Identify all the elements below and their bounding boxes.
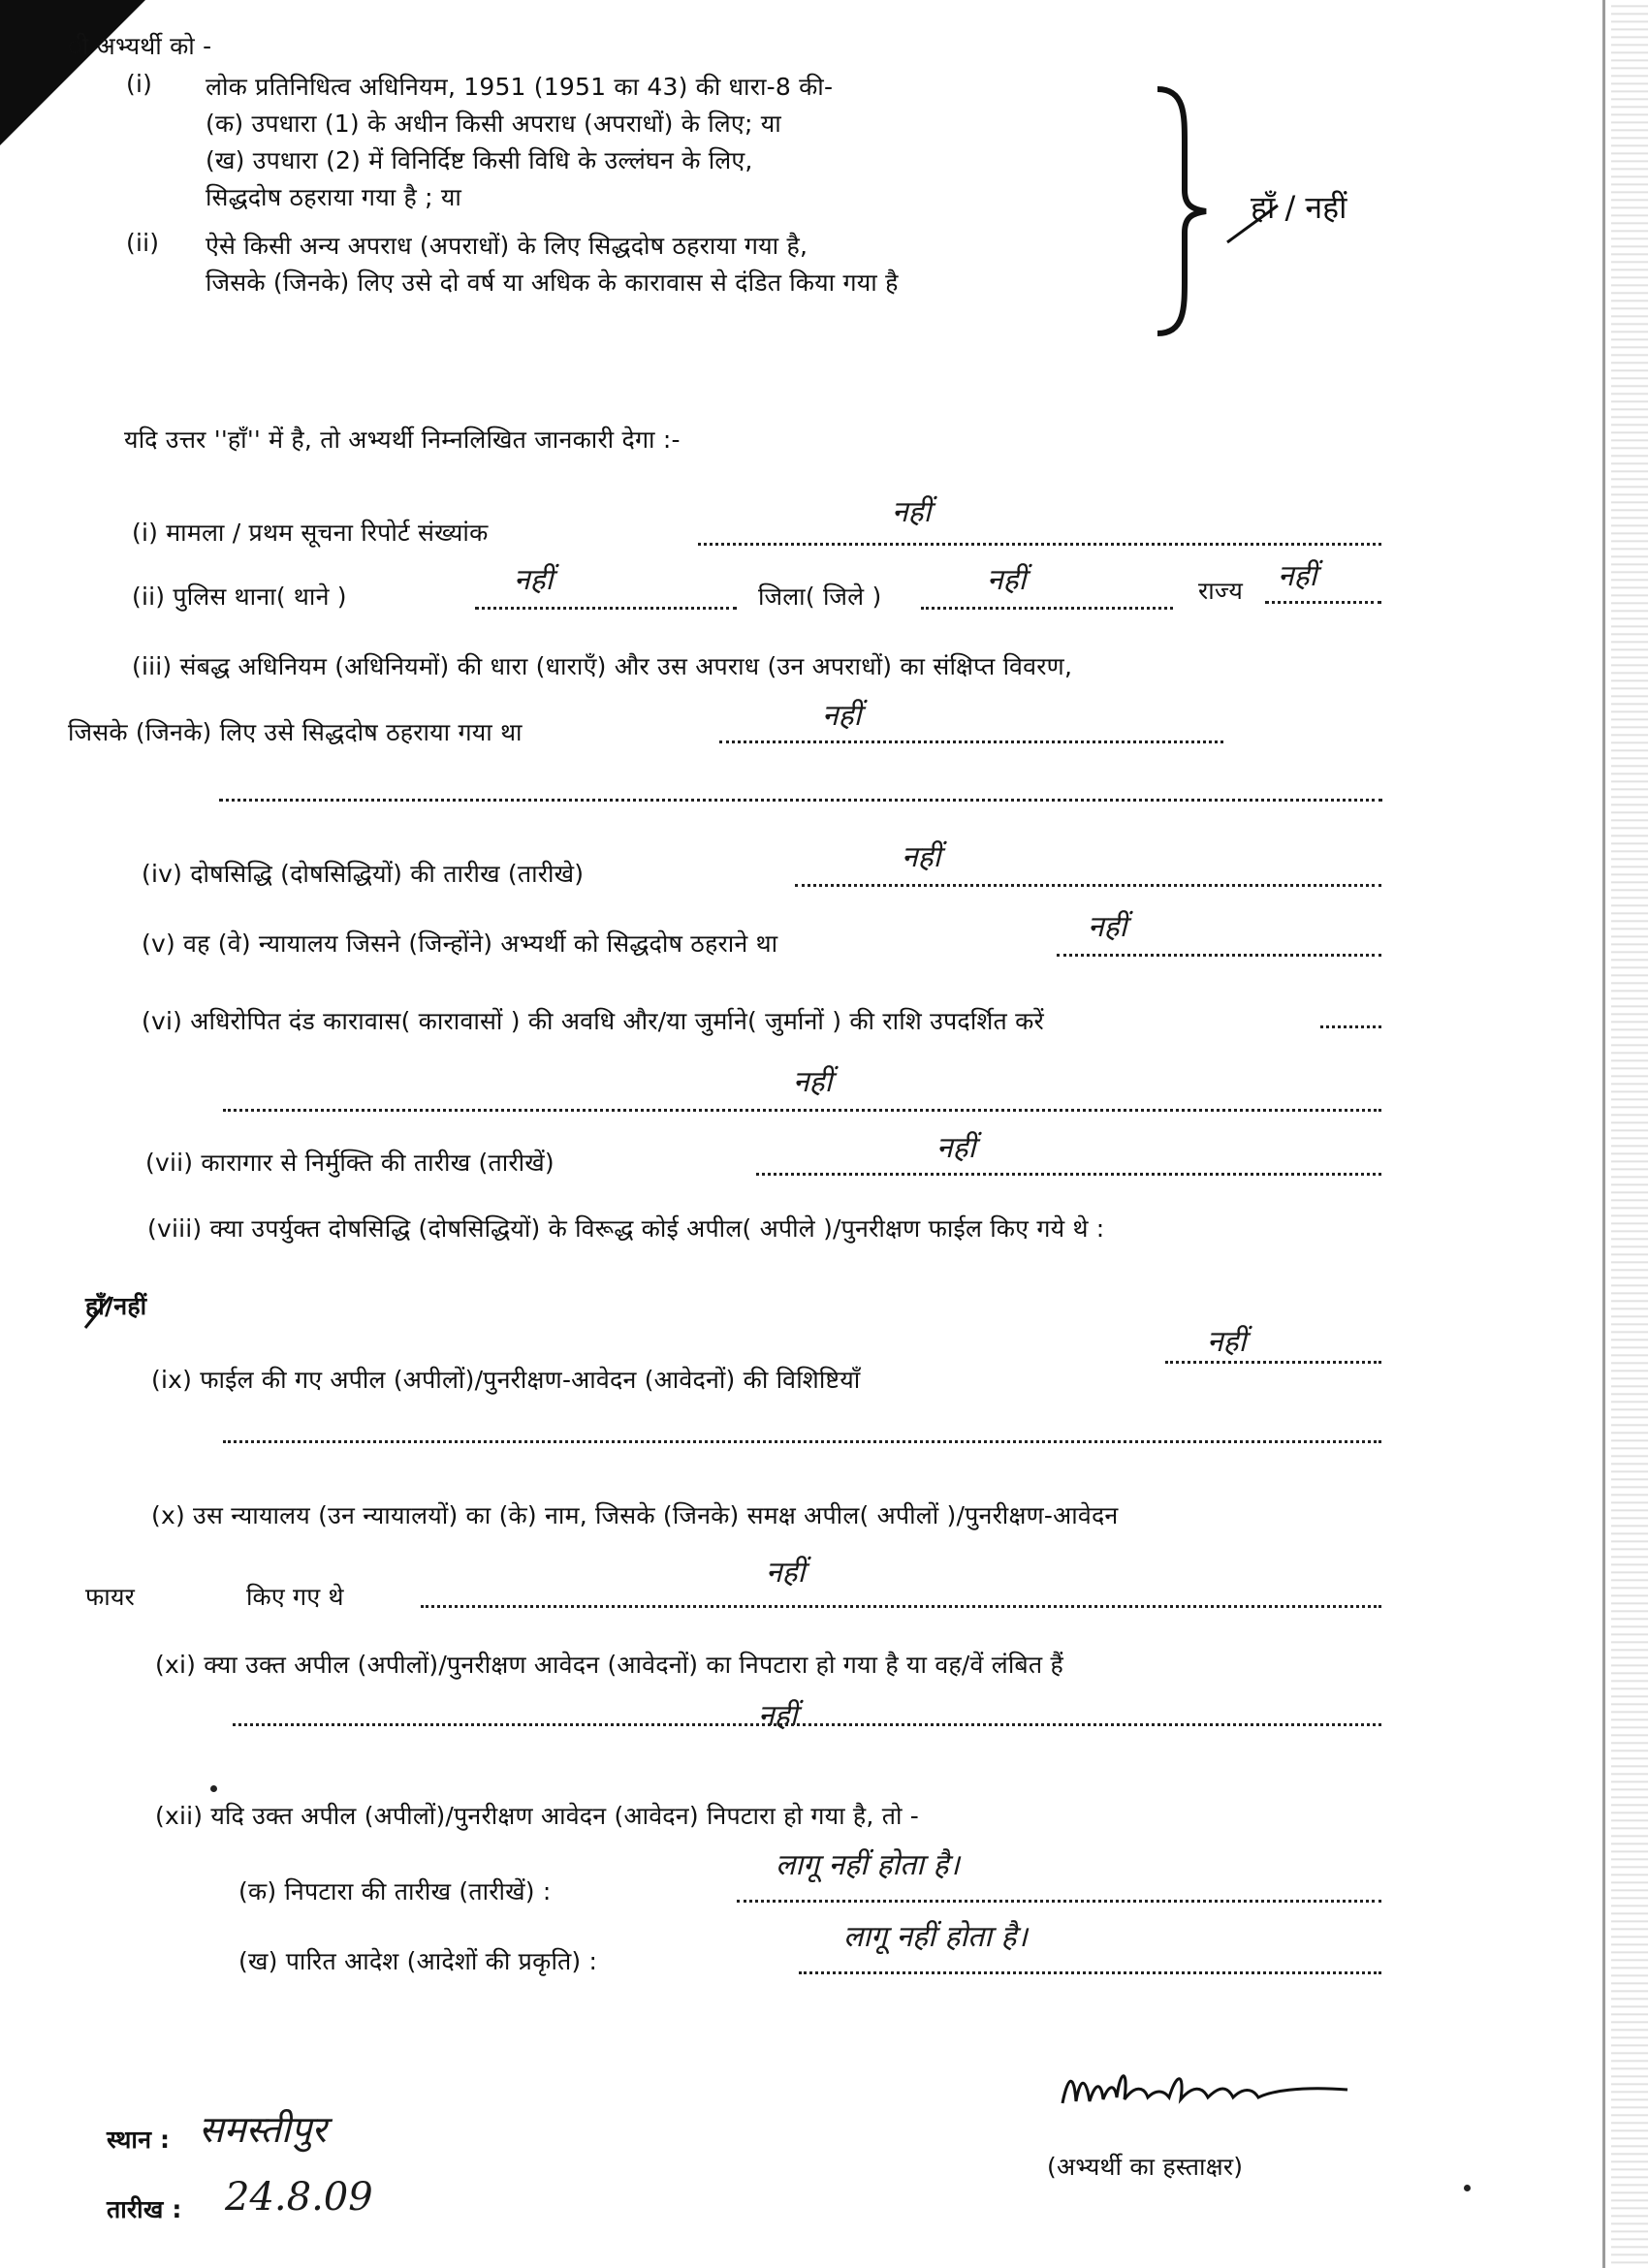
field-act-section-label: (iii) संबद्ध अधिनियम (अधिनियमों) की धारा (धाराएँ) और उस अपराध (उन अपराधों) का संक्षिप्त विवरण,: [132, 652, 1073, 680]
field-release-date-label: (vii) कारागार से निर्मुक्ति की तारीख (तारीखें): [145, 1149, 555, 1177]
date-value: 24.8.09: [225, 2175, 373, 2220]
field-conviction-date-line: [795, 884, 1381, 887]
field-case-number-line: [698, 543, 1381, 546]
field-order-nature-label: (ख) पारित आदेश (आदेशों की प्रकृति) :: [238, 1947, 598, 1975]
field-release-date-value: नहीं: [936, 1131, 976, 1165]
field-order-nature-line: [799, 1971, 1381, 1974]
field-case-number-label: (i) मामला / प्रथम सूचना रिपोर्ट संख्यांक: [132, 519, 489, 547]
field-state-value: नहीं: [1278, 559, 1317, 593]
field-appeal-court-label-2: किए गए थे: [246, 1583, 344, 1611]
field-order-nature-value: लागू नहीं होता है।: [843, 1920, 1028, 1954]
field-act-section-line: [719, 740, 1223, 743]
field-act-section-line-2: [219, 799, 1382, 802]
field-appeal-court-label: (x) उस न्यायालय (उन न्यायालयों) का (के) नाम, जिसके (जिनके) समक्ष अपील( अपीलों )/पुनरीक्षण-आवेदन: [151, 1501, 1119, 1529]
field-sentence-label: (vi) अधिरोपित दंड कारावास( कारावासों ) की अवधि और/या जुर्माने( जुर्मानों ) की राशि उपदर्शित करें: [142, 1007, 1044, 1035]
field-court-value: नहीं: [1088, 910, 1127, 944]
scan-corner-mark: [0, 0, 145, 145]
field-release-date-line: [756, 1173, 1381, 1176]
date-label: तारीख :: [107, 2195, 182, 2223]
field-appeal-details-line-2: [223, 1440, 1381, 1443]
field-appeal-disposed-label: (xii) यदि उक्त अपील (अपीलों)/पुनरीक्षण आवेदन (आवेदन) निपटारा हो गया है, तो -: [155, 1802, 919, 1830]
place-value: समस्तीपुर: [199, 2108, 327, 2151]
field-police-station-value: नहीं: [514, 563, 554, 597]
field-conviction-date-value: नहीं: [902, 840, 941, 874]
field-appeal-status-value: नहीं: [758, 1699, 798, 1733]
strike-mark: [1223, 200, 1282, 248]
bullet-dot: [210, 1785, 217, 1792]
candidate-signature: [1057, 2064, 1367, 2123]
field-district-value: नहीं: [987, 563, 1027, 597]
field-appeal-filed-label: (viii) क्या उपर्युक्त दोषसिद्धि (दोषसिद्धियों) के विरूद्ध कोई अपील( अपीले )/पुनरीक्षण फाईल किए गये थे :: [147, 1214, 1105, 1243]
clause-i-line2: (क) उपधारा (1) के अधीन किसी अपराध (अपराधों) के लिए; या: [206, 110, 781, 138]
field-district-label: जिला( जिले ): [758, 583, 882, 611]
field-police-station-label: (ii) पुलिस थाना( थाने ): [132, 583, 347, 611]
field-appeal-court-prefix: फायर: [85, 1583, 136, 1611]
clause-i-label: (i): [126, 70, 153, 98]
field-case-number-value: नहीं: [892, 495, 932, 529]
signature-caption: (अभ्यर्थी का हस्ताक्षर): [1047, 2153, 1244, 2181]
field-district-line: [921, 607, 1173, 610]
yes-no-choice: हाँ / नहीं: [1251, 189, 1347, 226]
intro-text: यदि उत्तर ''हाँ'' में है, तो अभ्यर्थी निम्नलिखित जानकारी देगा :-: [124, 425, 681, 454]
field-appeal-court-line: [421, 1605, 1381, 1608]
appeal-strike-mark: [81, 1293, 114, 1332]
field-disposal-date-line: [737, 1900, 1381, 1903]
scan-edge-texture: [1611, 0, 1648, 2268]
field-sentence-line-2: [223, 1109, 1381, 1112]
field-appeal-filed-choice: हाँ/नहीं: [85, 1292, 147, 1320]
field-state-line: [1265, 601, 1381, 604]
stray-dot: [1464, 2185, 1471, 2191]
field-sentence-value: नहीं: [793, 1065, 833, 1099]
curly-brace: [1152, 85, 1210, 337]
field-act-section-label-2: जिसके (जिनके) लिए उसे सिद्धदोष ठहराया गया था: [68, 718, 523, 746]
clause-ii-label: (ii): [126, 229, 160, 257]
field-disposal-date-value: लागू नहीं होता है।: [776, 1848, 960, 1882]
field-court-label: (v) वह (वे) न्यायालय जिसने (जिन्होंने) अभ्यर्थी को सिद्धदोष ठहराने था: [142, 929, 778, 958]
page-header: ी अभ्यर्थी को -: [68, 32, 212, 60]
field-conviction-date-label: (iv) दोषसिद्धि (दोषसिद्धियों) की तारीख (तारीखे): [142, 860, 585, 888]
clause-i-line1: लोक प्रतिनिधित्व अधिनियम, 1951 (1951 का 43) की धारा-8 की-: [206, 73, 834, 101]
clause-i-line3: (ख) उपधारा (2) में विनिर्दिष्ट किसी विधि के उल्लंघन के लिए,: [206, 146, 753, 174]
field-appeal-status-line: [233, 1723, 1381, 1726]
field-appeal-details-value: नहीं: [1207, 1325, 1247, 1359]
field-appeal-court-value: नहीं: [766, 1556, 806, 1590]
field-police-station-line: [475, 607, 737, 610]
field-act-section-value: नहीं: [822, 699, 862, 733]
scan-edge-line: [1602, 0, 1605, 2268]
field-state-label: राज्य: [1198, 577, 1244, 605]
field-disposal-date-label: (क) निपटारा की तारीख (तारीखें) :: [238, 1877, 552, 1906]
field-court-line: [1057, 954, 1381, 957]
place-label: स्थान :: [107, 2126, 171, 2154]
field-sentence-line: [1320, 1025, 1381, 1028]
field-appeal-status-label: (xi) क्या उक्त अपील (अपीलों)/पुनरीक्षण आवेदन (आवेदनों) का निपटारा हो गया है या वह/वें लंबित हैं: [155, 1651, 1063, 1679]
clause-ii-line1: ऐसे किसी अन्य अपराध (अपराधों) के लिए सिद्धदोष ठहराया गया है,: [206, 232, 808, 260]
clause-i-line4: सिद्धदोष ठहराया गया है ; या: [206, 183, 462, 211]
clause-ii-line2: जिसके (जिनके) लिए उसे दो वर्ष या अधिक के कारावास से दंडित किया गया है: [206, 268, 899, 297]
field-appeal-details-line: [1165, 1361, 1381, 1364]
field-appeal-details-label: (ix) फाईल की गए अपील (अपीलों)/पुनरीक्षण-आवेदन (आवेदनों) की विशिष्टियाँ: [151, 1366, 861, 1394]
